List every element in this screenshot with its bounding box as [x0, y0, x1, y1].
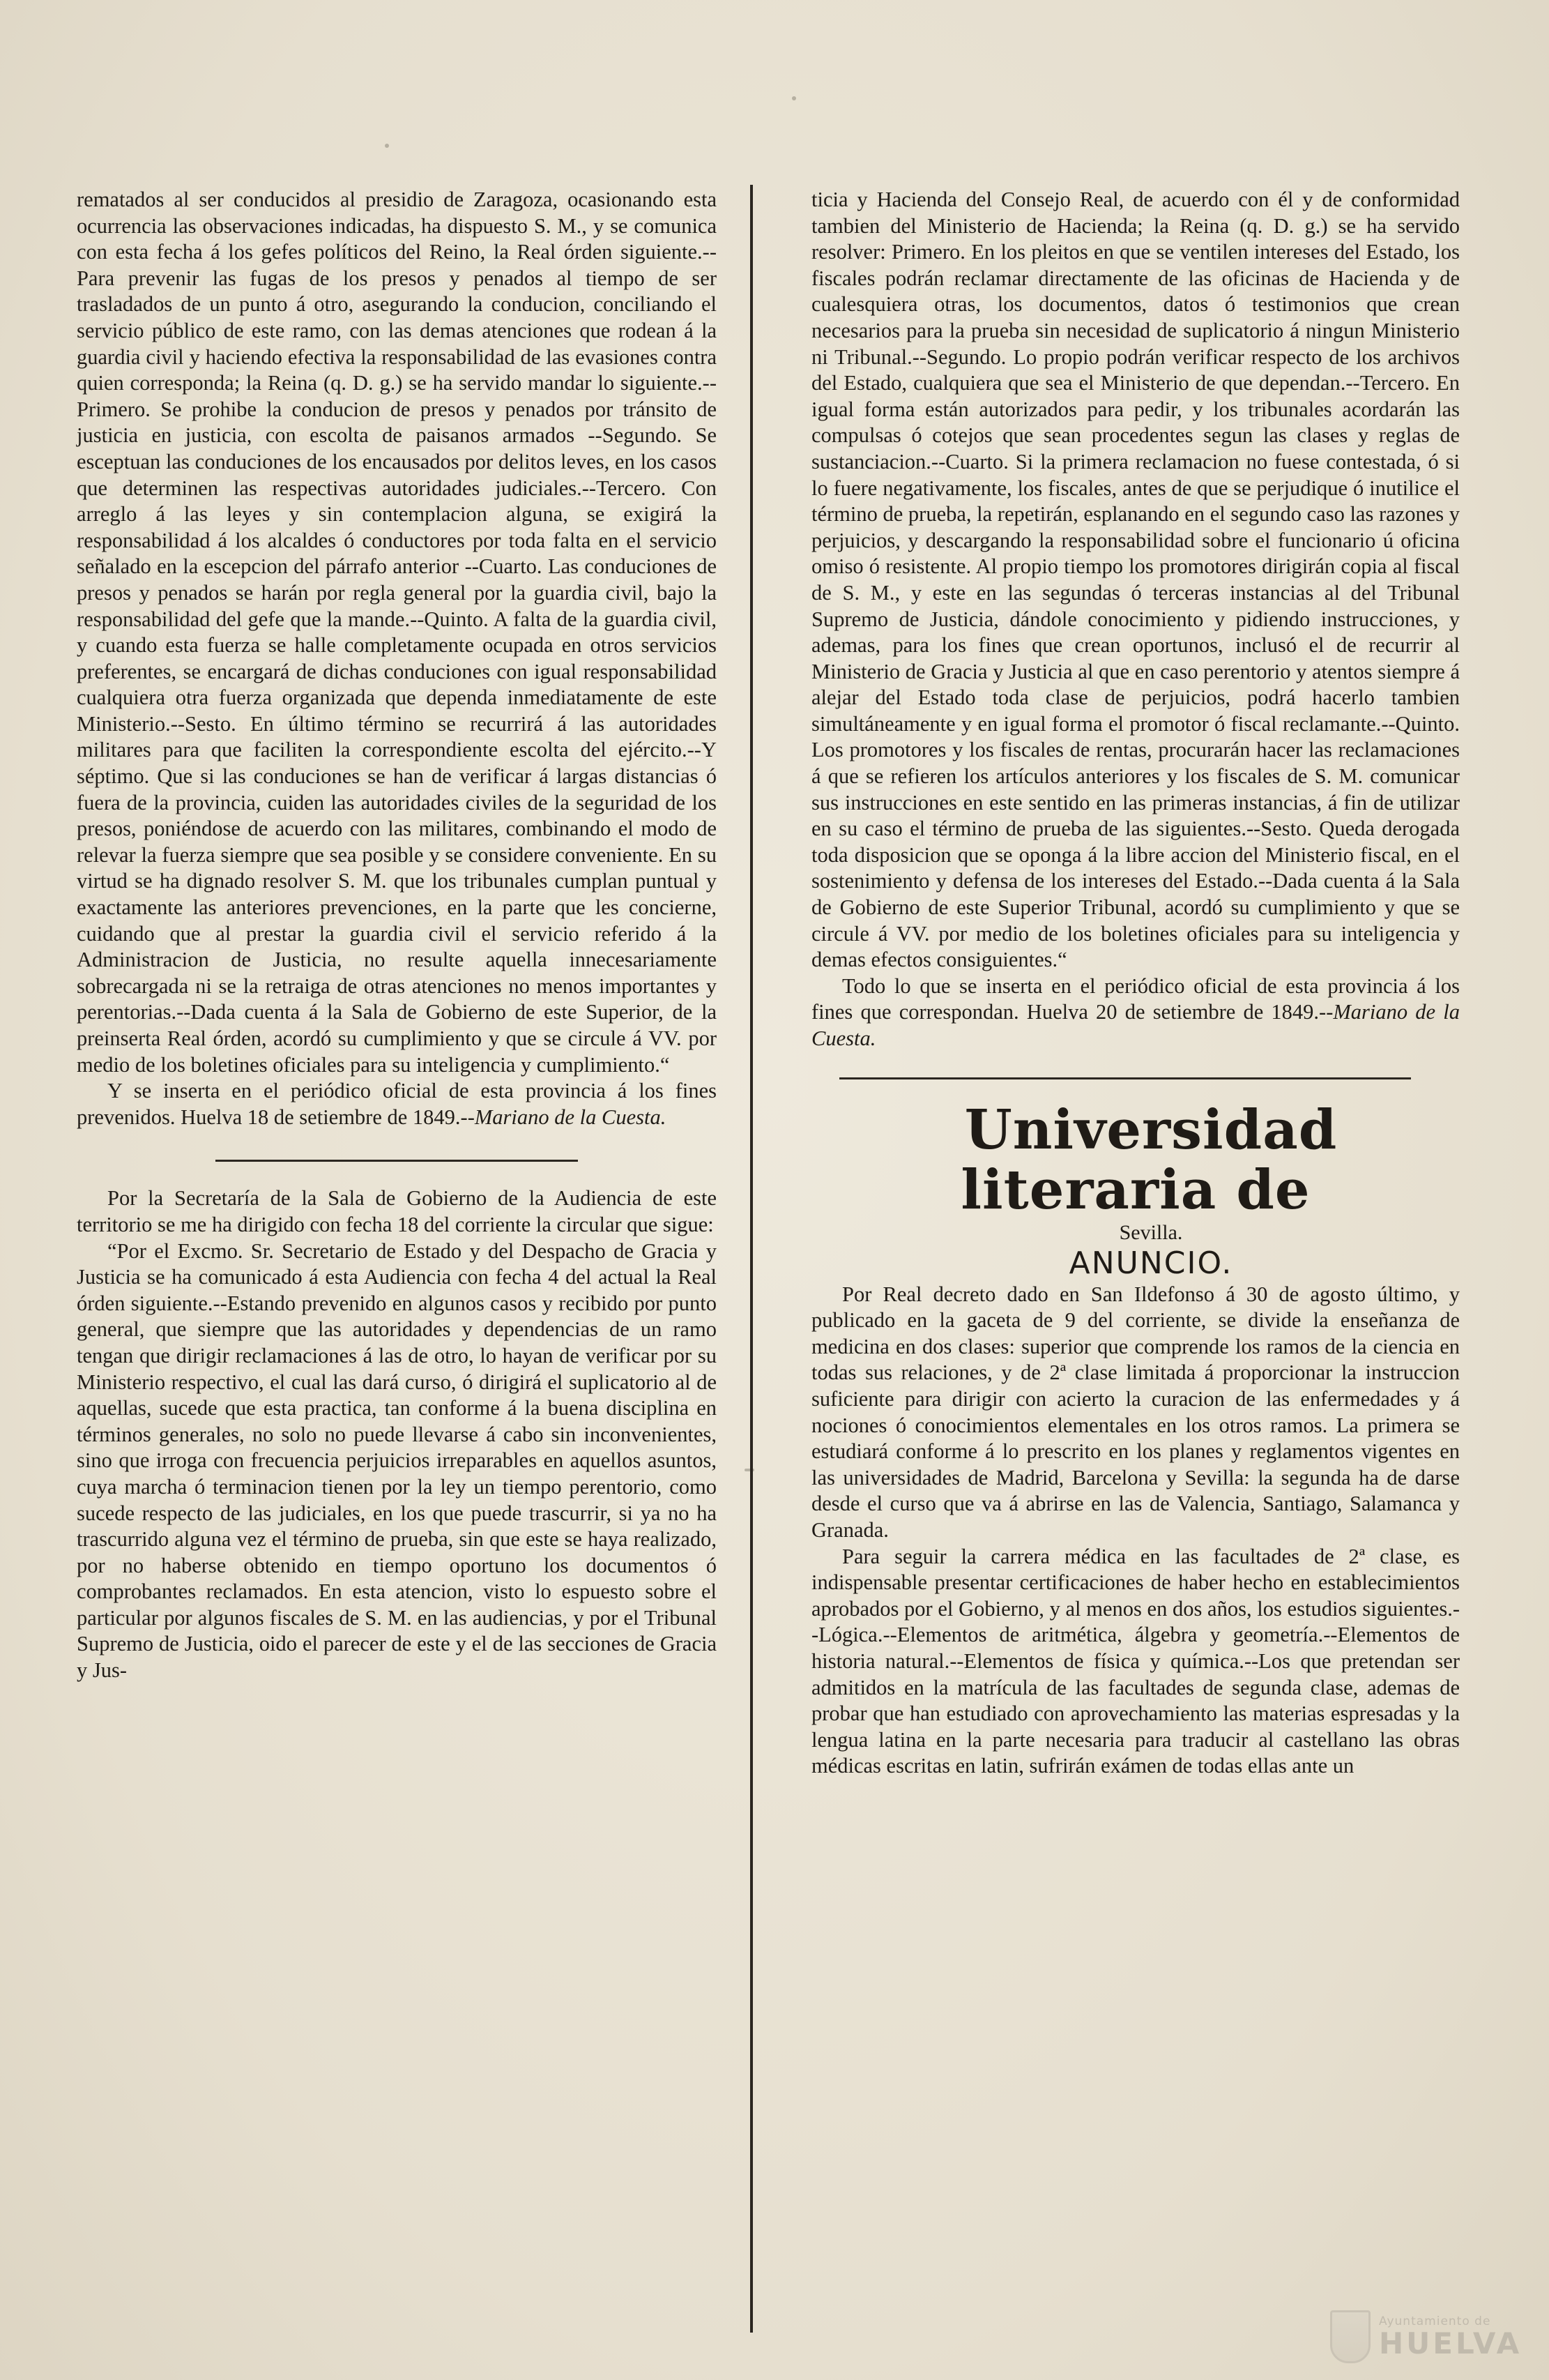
section-divider: [215, 1160, 578, 1162]
announcement-title: ANUNCIO.: [1069, 1245, 1233, 1281]
insertion-note-text: Y se inserta en el periódico oficial de esta provincia á los fines prevenidos. Huelva 18 de setiembre de 1849.--: [77, 1079, 717, 1129]
insertion-note-text: Todo lo que se inserta en el periódico oficial de esta provincia á los fines que correspondan. Huelva 20 de setiembre de 1849.--: [811, 973, 1460, 1024]
circular-continuation-text: ticia y Hacienda del Consejo Real, de acuerdo con él y de conformidad tambien del Ministerio de Hacienda; la Reina (q. D. g.) se ha servido resolver: Primero. En los pleitos en que se ventilen intereses del Estado, los fiscales podrán reclamar directamente de las oficinas de Hacienda y de cualesquiera otras, los documentos, datos ó testimonios que crean necesarios para la prueba sin necesidad de suplicatorio á ningun Ministerio ni Tribunal.--Segundo. Lo propio podrán verificar respecto de los archivos del Estado, cualquiera que sea el Ministerio de que dependan.--Tercero. En igual forma están autorizados para pedir, y los tribunales acordarán las compulsas ó cotejos que sean procedentes segun las clases y reglas de sustanciacion.--Cuarto. Si la primera reclamacion no fuese contestada, ó si lo fuere negativamente, los fiscales, antes de que se perjudique ó inutilice el término de prueba, la repetirán, esplanando en el segundo caso las razones y perjuicios, y descargando la responsabilidad sobre el funcionario ú oficina omiso ó resistente. Al propio tiempo los promotores dirigirán copia al fiscal de S. M., y este en las segundas ó terceras instancias al del Tribunal Supremo de Justicia, dándole conocimiento y pidiendo instrucciones, y ademas, para los fines que crean oportunos, inclusó el de recurrir al Ministerio de Gracia y Justicia al que en caso perentorio y atentos siempre á alejar del Estado toda clase de perjuicios, podrá hacerlo tambien simultáneamente y en igual forma el promotor ó fiscal reclamante.--Quinto. Los promotores y los fiscales de rentas, procurarán hacer las reclamaciones á que se refieren los artículos anteriores y los fiscales de S. M. comunicar sus instrucciones en este sentido en las primeras instancias, á fin de utilizar en su caso el término de prueba de las siguientes.--Sesto. Queda derogada toda disposicion que se oponga á la libre accion del Ministerio fiscal, en el sostenimiento y defensa de los intereses del Estado.--Dada cuenta á la Sala de Gobierno de este Superior Tribunal, acordó su cumplimiento y que se circule á VV. por medio de los boletines oficiales para su inteligencia y demas efectos consiguientes.“: [811, 188, 1460, 972]
circular-intro: Por la Secretaría de la Sala de Gobierno de la Audiencia de este territorio se me ha dirigido con fecha 18 del corriente la circular que sigue:: [77, 1186, 717, 1236]
left-column: [77, 187, 717, 1684]
insertion-note: [811, 973, 1460, 1052]
coat-of-arms-icon: [1330, 2310, 1371, 2363]
announcement-text: Por Real decreto dado en San Ildefonso á 30 de agosto último, y publicado en la gaceta de 9 del corriente, se divide la enseñanza de medicina en dos clases: superior que comprende los ramos de la ciencia en todas sus relaciones, y de 2ª clase limitada á proporcionar la instruccion suficiente para dirigir con acierto la curacion de las enfermedades y á nociones ó conocimientos elementales en los otros ramos. La primera se estudiará conforme á lo prescrito en los planes y reglamentos vigentes en las universidades de Madrid, Barcelona y Sevilla: la segunda ha de darse desde el curso que va á abrirse en las de Valencia, Santiago, Salamanca y Granada.: [811, 1282, 1460, 1542]
article-continuation-text: rematados al ser conducidos al presidio de Zaragoza, ocasionando esta ocurrencia las observaciones indicadas, ha dispuesto S. M., y se comunica con esta fecha á los gefes políticos del Reino, la Real órden siguiente.--Para prevenir las fugas de los presos y penados al tiempo de ser trasladados de un punto á otro, asegurando la conducion, conciliando el servicio público de este ramo, con las demas atenciones que rodean á la guardia civil y haciendo efectiva la responsabilidad de las evasiones contra quien corresponda; la Reina (q. D. g.) se ha servido mandar lo siguiente.--Primero. Se prohibe la conducion de presos y penados por tránsito de justicia en justicia, con escolta de paisanos armados --Segundo. Se esceptuan las conduciones de los encausados por delitos leves, en los casos que determinen las respectivas autoridades judiciales.--Tercero. Con arreglo á las leyes y sin contemplacion alguna, se exigirá la responsabilidad á los alcaldes ó conductores por toda falta en el servicio señalado en la escepcion del párrafo anterior --Cuarto. Las conduciones de presos y penados se harán por regla general por la guardia civil, bajo la responsabilidad del gefe que la mande.--Quinto. A falta de la guardia civil, y cuando esta fuerza se halle completamente ocupada en otros servicios preferentes, se encargará de dichas conduciones con igual responsabilidad cualquiera otra fuerza organizada que dependa inmediatamente de este Ministerio.--Sesto. En último término se recurrirá á las autoridades militares para que faciliten la correspondiente escolta del ejército.--Y séptimo. Que si las conduciones se han de verificar á largas distancias ó fuera de la provincia, cuiden las autoridades civiles de la seguridad de los presos, poniéndose de acuerdo con las militares, combinando el modo de relevar la fuerza siempre que sea posible y se considere conveniente. En su virtud se ha dignado resolver S. M. que los tribunales cumplan puntual y exactamente las anteriores prevenciones, en la parte que les concierne, cuidando que al prestar la guardia civil el servicio referido á la Administracion de Justicia, no resulte aquella innecesariamente sobrecargada ni se la retraiga de otras atenciones no menos importantes y perentorias.--Dada cuenta á la Sala de Gobierno de este Superior, de la preinserta Real órden, acordó su cumplimiento y que se circule á VV. por medio de los boletines oficiales para su inteligencia y cumplimiento.“: [77, 188, 717, 1077]
section-subheading: Sevilla.: [1119, 1220, 1183, 1244]
watermark-line-2: HUELVA: [1379, 2326, 1523, 2360]
section-heading: Universidad literaria de: [961, 1098, 1338, 1222]
announcement-text: Para seguir la carrera médica en las facultades de 2ª clase, es indispensable presentar certificaciones de haber hecho en establecimientos aprobados por el Gobierno, y al menos en dos años, los estudios siguientes.--Lógica.--Elementos de aritmética, álgebra y geometría.--Elementos de historia natural.--Elementos de física y química.--Los que pretendan ser admitidos en la matrícula de las facultades de segunda clase, ademas de probar que han estudiado con aprovechamiento las materias espresadas y la lengua latina en la parte necesaria para traducir al castellano las obras médicas escritas en latin, sufrirán exámen de todas ellas ante un: [811, 1544, 1460, 1778]
section-divider: [839, 1077, 1411, 1079]
paper-speck: [792, 96, 796, 100]
circular-body-text: “Por el Excmo. Sr. Secretario de Estado y del Despacho de Gracia y Justicia se ha comunicado á esta Audiencia con fecha 4 del actual la Real órden siguiente.--Estando prevenido en algunos casos y recibido por punto general, que siempre que las autoridades y dependencias de un ramo tengan que dirigir reclamaciones á las de otro, lo hayan de verificar por su Ministerio respectivo, el cual las dará curso, ó dirigirá el suplicatorio al de aquellas, sucede que esta practica, tan conforme á la buena disciplina en términos generales, no solo no puede llevarse á cabo sin inconvenientes, sino que irroga con frecuencia perjuicios irreparables en aquellos asuntos, cuya marcha ó terminacion tienen por la ley un tiempo perentorio, como sucede respecto de las judiciales, en los que puede trascurrir, si ya no ha trascurrido alguna vez el término de prueba, sin que este se haya realizado, por no haberse obtenido en tiempo oportuno los documentos ó comprobantes reclamados. En esta atencion, visto lo espuesto sobre el particular por algunos fiscales de S. M. en las audiencias, y por el Tribunal Supremo de Justicia, oido el parecer de este y el de las secciones de Gracia y Jus-: [77, 1238, 717, 1683]
watermark-text: [1379, 2314, 1522, 2359]
signature: Mariano de la Cuesta.: [474, 1105, 666, 1129]
right-column: [811, 187, 1460, 1780]
signature: Mariano de la Cuesta.: [811, 1000, 1460, 1050]
watermark-line-1: Ayuntamiento de: [1379, 2314, 1491, 2328]
paper-speck: [385, 144, 389, 148]
column-divider: [750, 185, 753, 2333]
insertion-note: [77, 1078, 717, 1130]
archive-watermark: [1330, 2306, 1532, 2367]
